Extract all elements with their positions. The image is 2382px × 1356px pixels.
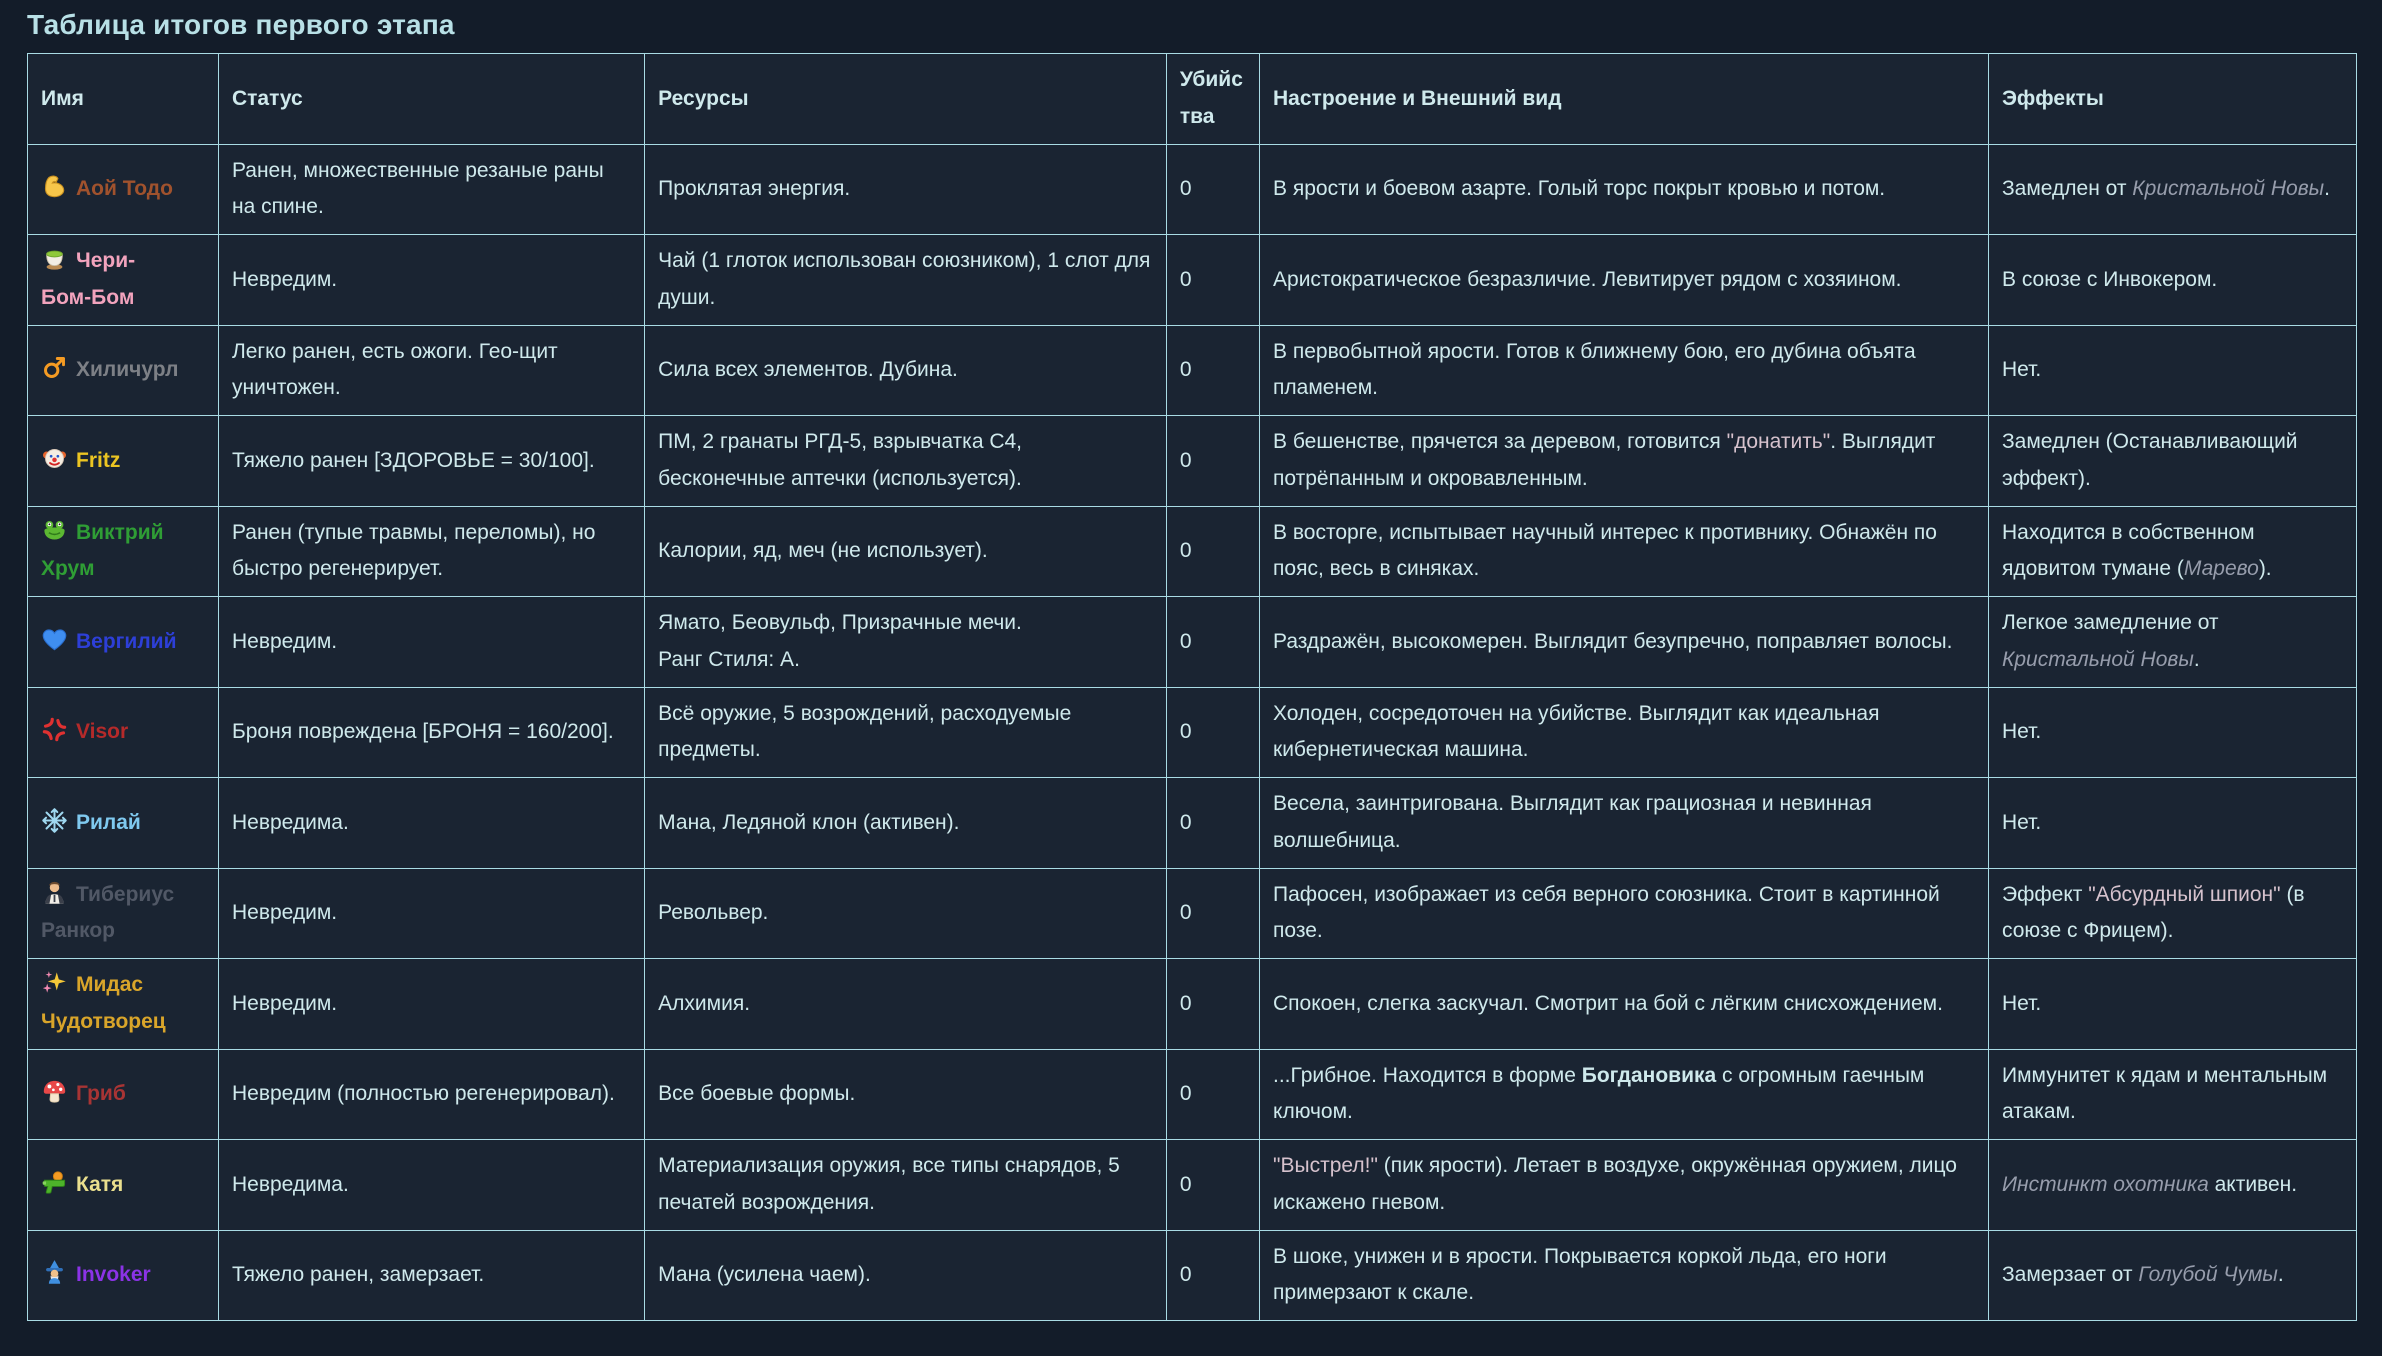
table-row [28, 687, 2357, 778]
effects-cell [1988, 416, 2356, 507]
name-cell [28, 868, 219, 959]
name-cell [28, 778, 219, 869]
resources-cell: Алхимия. [645, 959, 1167, 1050]
status-cell: Невредима. [218, 1140, 644, 1231]
name-cell [28, 325, 219, 416]
column-header-status: Статус [218, 54, 644, 145]
name-cell [28, 416, 219, 507]
status-cell: Невредим. [218, 235, 644, 326]
name-cell [28, 687, 219, 778]
mood-appearance-cell [1260, 416, 1989, 507]
text-segment: Инстинкт охотника [2001, 1172, 2209, 1196]
results-table [27, 53, 2357, 1321]
resources-cell: Все боевые формы. [645, 1049, 1167, 1140]
table-row [28, 235, 2357, 326]
table-row [28, 959, 2357, 1050]
table-row [28, 144, 2357, 235]
page-title: Таблица итогов первого этапа [27, 9, 455, 40]
kills-cell: 0 [1166, 778, 1259, 869]
status-cell: Ранен (тупые травмы, переломы), но быстро регенерирует. [218, 506, 644, 597]
kills-cell: 0 [1166, 416, 1259, 507]
character-name: Тибериус Ранкор [41, 882, 175, 943]
name-cell [28, 1049, 219, 1140]
character-name: Хиличурл [76, 358, 179, 382]
text-segment: В бешенстве, прячется за деревом, готовится [1273, 430, 1727, 454]
effects-cell [1988, 687, 2356, 778]
table-row [28, 1230, 2357, 1321]
column-header-kills: Убийства [1166, 54, 1259, 145]
wizard-icon [41, 1259, 68, 1286]
name-cell [28, 1140, 219, 1231]
text-segment: Легкое замедление от [2001, 611, 2219, 635]
text-segment: ). [2258, 557, 2272, 581]
status-cell: Невредим. [218, 959, 644, 1050]
text-segment: Пафосен, изображает из себя верного союзника. Стоит в картинной позе. [1273, 882, 1940, 943]
mushroom-icon [41, 1078, 68, 1105]
character-name: Виктрий Хрум [41, 520, 164, 581]
kills-cell: 0 [1166, 868, 1259, 959]
text-segment: Аристократическое безразличие. Левитирует рядом с хозяином. [1273, 267, 1902, 291]
mood-appearance-cell [1260, 1140, 1989, 1231]
water-gun-icon [41, 1169, 68, 1196]
character-name: Мидас Чудотворец [41, 973, 166, 1033]
text-segment: Эффект [2001, 882, 2089, 906]
name-cell [28, 597, 219, 688]
kills-cell: 0 [1166, 687, 1259, 778]
text-segment: Находится в собственном ядовитом тумане ( [2001, 520, 2255, 581]
resources-cell: Калории, яд, меч (не использует). [645, 506, 1167, 597]
text-segment: Спокоен, слегка заскучал. Смотрит на бой с лёгким снисхождением. [1273, 991, 1943, 1015]
text-segment: . [2324, 177, 2330, 201]
table-row [28, 1140, 2357, 1231]
effects-cell [1988, 597, 2356, 688]
mood-appearance-cell [1260, 325, 1989, 416]
status-cell: Невредим. [218, 597, 644, 688]
table-row [28, 325, 2357, 416]
kills-cell: 0 [1166, 1140, 1259, 1231]
snowflake-icon [41, 807, 68, 834]
text-segment: Марево [2183, 557, 2259, 581]
text-segment: Замедлен (Останавливающий эффект). [2001, 430, 2298, 490]
text-segment: . Выглядит потрёпанным и окровавленным. [1273, 430, 1936, 490]
text-segment: "донатить" [1726, 430, 1831, 454]
character-name: Аой Тодо [76, 177, 173, 201]
text-segment: Холоден, сосредоточен на убийстве. Выглядит как идеальная кибернетическая машина. [1273, 701, 1880, 762]
text-segment: Нет. [2001, 810, 2042, 834]
resources-cell: Мана (усилена чаем). [645, 1230, 1167, 1321]
text-segment: Нет. [2001, 358, 2042, 382]
resources-cell: Револьвер. [645, 868, 1167, 959]
status-cell: Невредима. [218, 778, 644, 869]
text-segment: Иммунитет к ядам и ментальным атакам. [2001, 1063, 2328, 1124]
status-cell: Легко ранен, есть ожоги. Гео-щит уничтожен. [218, 325, 644, 416]
kills-cell: 0 [1166, 144, 1259, 235]
effects-cell [1988, 1049, 2356, 1140]
status-cell: Броня повреждена [БРОНЯ = 160/200]. [218, 687, 644, 778]
table-row [28, 1049, 2357, 1140]
character-name: Fritz [76, 448, 121, 472]
effects-cell [1988, 1140, 2356, 1231]
text-segment: Голубой Чумы [2138, 1263, 2278, 1287]
status-cell: Невредим. [218, 868, 644, 959]
mood-appearance-cell [1260, 778, 1989, 869]
status-cell: Невредим (полностью регенерировал). [218, 1049, 644, 1140]
character-name: Чери- Бом-Бом [41, 249, 136, 309]
status-cell: Тяжело ранен, замерзает. [218, 1230, 644, 1321]
table-row [28, 506, 2357, 597]
mood-appearance-cell [1260, 235, 1989, 326]
text-segment: с огромным гаечным ключом. [1273, 1063, 1925, 1124]
resources-cell: Материализация оружия, все типы снарядов, 5 печатей возрождения. [645, 1140, 1167, 1231]
kills-cell: 0 [1166, 506, 1259, 597]
kills-cell: 0 [1166, 1049, 1259, 1140]
table-row [28, 416, 2357, 507]
text-segment: "Абсурдный шпион" [2088, 882, 2281, 906]
text-segment: Раздражён, высокомерен. Выглядит безупречно, поправляет волосы. [1273, 629, 1953, 653]
text-segment: В шоке, унижен и в ярости. Покрывается коркой льда, его ноги примерзают к скале. [1273, 1244, 1887, 1305]
text-segment: Кристальной Новы [2001, 647, 2194, 671]
status-cell: Тяжело ранен [ЗДОРОВЬЕ = 30/100]. [218, 416, 644, 507]
text-segment: активен. [2208, 1172, 2298, 1196]
mood-appearance-cell [1260, 868, 1989, 959]
text-segment: В союзе с Инвокером. [2001, 267, 2218, 291]
text-segment: Богдановика [1581, 1063, 1717, 1087]
effects-cell [1988, 1230, 2356, 1321]
kills-cell: 0 [1166, 325, 1259, 416]
character-name: Гриб [76, 1082, 126, 1106]
effects-cell [1988, 959, 2356, 1050]
table-header-row [28, 54, 2357, 145]
frog-icon [41, 517, 68, 544]
effects-cell [1988, 235, 2356, 326]
text-segment: Замедлен от [2001, 177, 2133, 201]
text-segment: (пик ярости). Летает в воздухе, окружённая оружием, лицо искажено гневом. [1273, 1154, 1957, 1214]
text-segment: Кристальной Новы [2132, 177, 2325, 201]
resources-cell: Проклятая энергия. [645, 144, 1167, 235]
name-cell [28, 506, 219, 597]
effects-cell [1988, 144, 2356, 235]
column-header-mood: Настроение и Внешний вид [1260, 54, 1989, 145]
text-segment: Весела, заинтригована. Выглядит как грациозная и невинная волшебница. [1273, 792, 1872, 852]
resources-cell: Сила всех элементов. Дубина. [645, 325, 1167, 416]
blue-heart-icon [41, 626, 68, 653]
name-cell [28, 959, 219, 1050]
text-segment: ...Грибное. Находится в форме [1273, 1063, 1582, 1087]
column-header-effects: Эффекты [1988, 54, 2356, 145]
effects-cell [1988, 325, 2356, 416]
column-header-name: Имя [28, 54, 219, 145]
biceps-icon [41, 173, 68, 200]
text-segment: В первобытной ярости. Готов к ближнему бою, его дубина объята пламенем. [1273, 339, 1916, 400]
male-icon [41, 354, 68, 381]
name-cell [28, 1230, 219, 1321]
text-segment: В восторге, испытывает научный интерес к противнику. Обнажён по пояс, весь в синяках. [1273, 520, 1937, 581]
kills-cell: 0 [1166, 1230, 1259, 1321]
text-segment: (в союзе с Фрицем). [2001, 882, 2305, 943]
effects-cell [1988, 778, 2356, 869]
mood-appearance-cell [1260, 506, 1989, 597]
mood-appearance-cell [1260, 597, 1989, 688]
resources-cell: ПМ, 2 гранаты РГД-5, взрывчатка C4, бесконечные аптечки (используется). [645, 416, 1167, 507]
text-segment: Нет. [2001, 991, 2042, 1015]
mood-appearance-cell [1260, 959, 1989, 1050]
resources-cell: Всё оружие, 5 возрождений, расходуемые предметы. [645, 687, 1167, 778]
clown-icon [41, 445, 68, 472]
table-row [28, 778, 2357, 869]
mood-appearance-cell [1260, 144, 1989, 235]
text-segment: . [2193, 647, 2200, 671]
sparkles-icon [41, 969, 68, 996]
character-name: Катя [76, 1172, 124, 1196]
mood-appearance-cell [1260, 1049, 1989, 1140]
effects-cell [1988, 506, 2356, 597]
character-name: Вергилий [76, 629, 177, 653]
mood-appearance-cell [1260, 687, 1989, 778]
status-cell: Ранен, множественные резаные раны на спине. [218, 144, 644, 235]
column-header-resources: Ресурсы [645, 54, 1167, 145]
kills-cell: 0 [1166, 959, 1259, 1050]
character-name: Visor [76, 720, 129, 744]
text-segment: Замерзает от [2001, 1263, 2139, 1287]
resources-cell: Чай (1 глоток использован союзником), 1 слот для души. [645, 235, 1167, 326]
name-cell [28, 235, 219, 326]
kills-cell: 0 [1166, 597, 1259, 688]
resources-cell: Мана, Ледяной клон (активен). [645, 778, 1167, 869]
text-segment: В ярости и боевом азарте. Голый торс покрыт кровью и потом. [1273, 177, 1886, 201]
character-name: Invoker [76, 1263, 151, 1287]
mood-appearance-cell [1260, 1230, 1989, 1321]
character-name: Рилай [76, 810, 141, 834]
text-segment: Нет. [2001, 720, 2042, 744]
table-row [28, 868, 2357, 959]
table-row [28, 597, 2357, 688]
name-cell [28, 144, 219, 235]
suit-man-icon [41, 879, 68, 906]
teacup-icon [41, 245, 68, 272]
resources-cell: Ямато, Беовульф, Призрачные мечи. Ранг Стиля: А. [645, 597, 1167, 688]
text-segment: "Выстрел!" [1273, 1154, 1378, 1178]
anger-icon [41, 716, 68, 743]
kills-cell: 0 [1166, 235, 1259, 326]
text-segment: . [2277, 1263, 2284, 1287]
effects-cell [1988, 868, 2356, 959]
